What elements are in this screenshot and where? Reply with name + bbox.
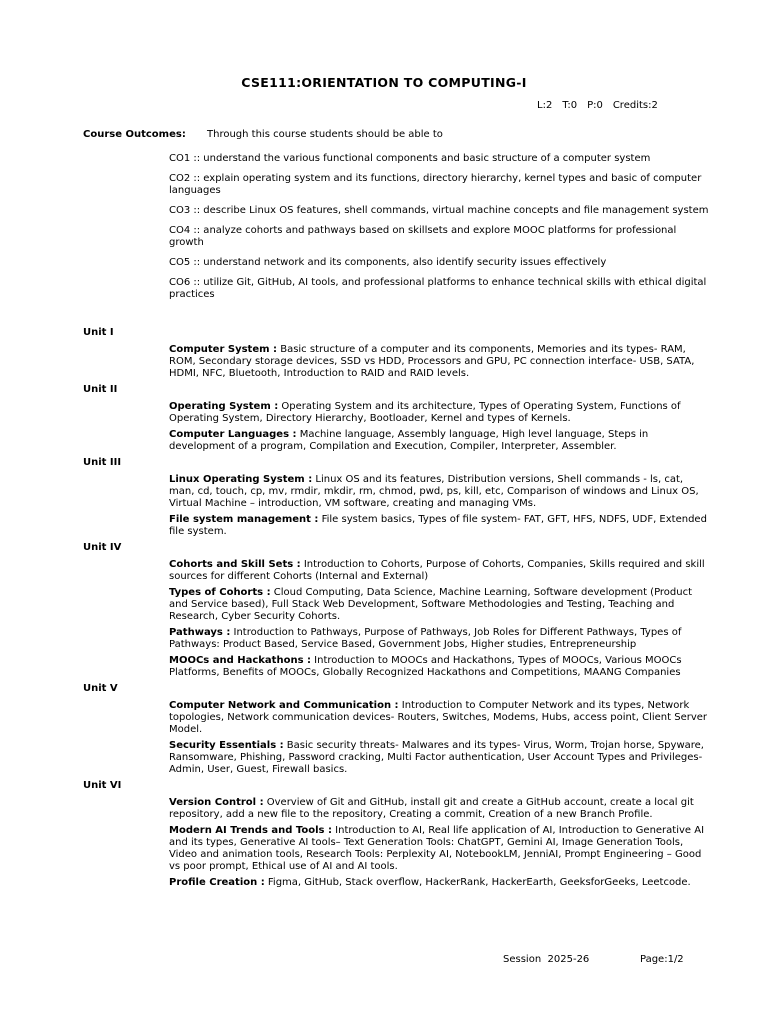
topic-heading: Version Control : — [169, 797, 264, 808]
topic-text: Introduction to Computer Network and its types, Network topologies, Network communication devices- Routers, Switches, Modems, Hubs, access point, Client Server Model. — [169, 700, 708, 735]
topic-text: Introduction to Pathways, Purpose of Pathways, Job Roles for Different Pathways, Types of Pathways: Product Based, Service Based, Government Jobs, Higher studies, Entrepreneurship — [169, 627, 682, 650]
topic-heading: File system management : — [169, 514, 319, 525]
course-outcomes-intro: Through this course students should be able to — [207, 129, 443, 140]
topic-text: Figma, GitHub, Stack overflow, HackerRank, HackerEarth, GeeksforGeeks, Leetcode. — [264, 877, 691, 888]
topic — [169, 429, 708, 453]
topic-heading: Security Essentials : — [169, 740, 284, 751]
practical-hours: P:0 — [587, 100, 603, 111]
course-outcomes-heading: Course Outcomes: — [83, 129, 186, 140]
topic-heading: MOOCs and Hackathons : — [169, 655, 311, 666]
topic-heading: Modern AI Trends and Tools : — [169, 825, 332, 836]
topic — [169, 559, 708, 583]
topic-heading: Cohorts and Skill Sets : — [169, 559, 301, 570]
unit-label: Unit V — [83, 683, 118, 694]
topic — [169, 401, 708, 425]
topic-heading: Types of Cohorts : — [169, 587, 271, 598]
topic-heading: Pathways : — [169, 627, 231, 638]
lecture-hours: L:2 — [537, 100, 553, 111]
topic-text: Overview of Git and GitHub, install git and create a GitHub account, create a local git repository, add a new file to the repository, Creating a commit, Creation of a new Branch Profile. — [169, 797, 694, 820]
topic — [169, 825, 708, 873]
topic-text: Introduction to Cohorts, Purpose of Cohorts, Companies, Skills required and skill sources for different Cohorts (Internal and External) — [169, 559, 705, 582]
session-label: Session 2025-26 — [503, 954, 590, 965]
course-title: CSE111:ORIENTATION TO COMPUTING-I — [241, 75, 527, 90]
topic — [169, 587, 708, 623]
unit-label: Unit I — [83, 327, 114, 338]
course-outcome-item: CO3 :: describe Linux OS features, shell commands, virtual machine concepts and file management system — [169, 205, 709, 216]
topic-heading: Computer Languages : — [169, 429, 297, 440]
topic — [169, 700, 708, 736]
topic-text: File system basics, Types of file system- FAT, GFT, HFS, NDFS, UDF, Extended file system. — [169, 514, 707, 537]
topic-text: Basic security threats- Malwares and its types- Virus, Worm, Trojan horse, Spyware, Ransomware, Phishing, Password cracking, Multi Factor authentication, User Account Types and Privileges- Admin, User, Guest, Firewall basics. — [169, 740, 704, 775]
topic — [169, 627, 708, 651]
topic-text: Cloud Computing, Data Science, Machine Learning, Software development (Product and Service based), Full Stack Web Development, Software Methodologies and Testing, Teaching and Research, Cyber Security Cohorts. — [169, 587, 693, 622]
credits-line — [537, 100, 668, 112]
topic — [169, 797, 708, 821]
credits-value: Credits:2 — [612, 100, 658, 111]
topic-text: Introduction to AI, Real life application of AI, Introduction to Generative AI and its types, Generative AI tools– Text Generation Tools: ChatGPT, Gemini AI, Image Generation Tools, Video and animation tools, Research Tools: Perplexity AI, NotebookLM, JenniAI, Prompt Engineering – Good vs poor prompt, Ethical use of AI and AI tools. — [169, 825, 705, 872]
topic-text: Machine language, Assembly language, High level language, Steps in development of a program, Compilation and Execution, Compiler, Interpreter, Assembler. — [169, 429, 649, 452]
topic-heading: Operating System : — [169, 401, 279, 412]
topic — [169, 514, 708, 538]
unit-label: Unit VI — [83, 780, 122, 791]
course-outcome-item: CO1 :: understand the various functional components and basic structure of a computer system — [169, 153, 651, 164]
unit-block — [83, 683, 708, 776]
unit-block — [83, 780, 708, 889]
topic-text: Linux OS and its features, Distribution versions, Shell commands - ls, cat, man, cd, touch, cp, mv, rmdir, mkdir, rm, chmod, pwd, ps, kill, etc, Comparison of windows and Linux OS, Virtual Machine – introduction, VM software, creating and managing VMs. — [169, 474, 699, 509]
topic — [169, 474, 708, 510]
topic-text: Introduction to MOOCs and Hackathons, Types of MOOCs, Various MOOCs Platforms, Benefits of MOOCs, Globally Recognized Hackathons and Competitions, MAANG Companies — [169, 655, 682, 678]
unit-label: Unit III — [83, 457, 122, 468]
topic-text: Operating System and its architecture, Types of Operating System, Functions of Operating System, Directory Hierarchy, Bootloader, Kernel and types of Kernels. — [169, 401, 681, 424]
syllabus-units — [83, 327, 708, 893]
topic-heading: Profile Creation : — [169, 877, 265, 888]
topic — [169, 655, 708, 679]
course-outcome-item: CO2 :: explain operating system and its functions, directory hierarchy, kernel types and basic of computer languages — [169, 173, 702, 196]
topic-heading: Linux Operating System : — [169, 474, 313, 485]
unit-block — [83, 327, 708, 380]
page-number: Page:1/2 — [640, 954, 684, 965]
unit-label: Unit II — [83, 384, 118, 395]
tutorial-hours: T:0 — [562, 100, 578, 111]
topic-heading: Computer System : — [169, 344, 278, 355]
course-outcome-item: CO4 :: analyze cohorts and pathways based on skillsets and explore MOOC platforms for professional growth — [169, 225, 677, 248]
course-outcomes-list — [169, 153, 709, 309]
topic — [169, 344, 708, 380]
topic-text: Basic structure of a computer and its components, Memories and its types- RAM, ROM, Secondary storage devices, SSD vs HDD, Processors and GPU, PC connection interface- USB, SATA, HDMI, NFC, Bluetooth, Introduction to RAID and RAID levels. — [169, 344, 695, 379]
unit-block — [83, 457, 708, 538]
unit-block — [83, 384, 708, 453]
course-outcome-item: CO5 :: understand network and its components, also identify security issues effectively — [169, 257, 607, 268]
course-outcome-item: CO6 :: utilize Git, GitHub, AI tools, and professional platforms to enhance technical skills with ethical digital practices — [169, 277, 707, 300]
topic — [169, 877, 708, 889]
unit-block — [83, 542, 708, 679]
topic-heading: Computer Network and Communication : — [169, 700, 399, 711]
topic — [169, 740, 708, 776]
unit-label: Unit IV — [83, 542, 122, 553]
